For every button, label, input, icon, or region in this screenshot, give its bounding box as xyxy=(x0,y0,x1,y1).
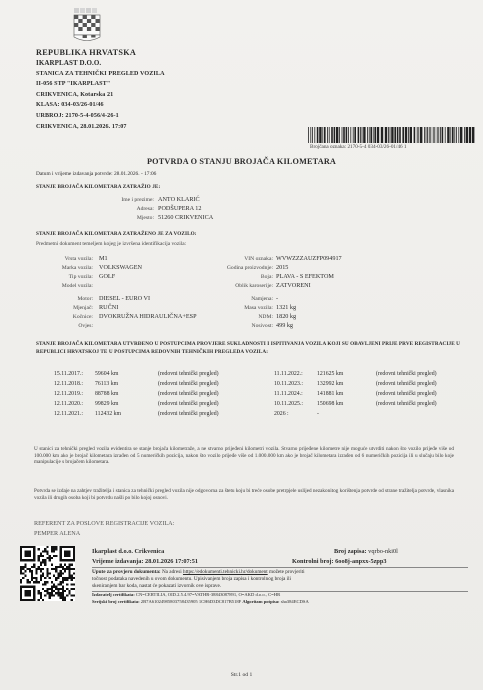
serial-label: Serijski broj certifikata: xyxy=(92,599,140,604)
vehicle-suspension-label: Ovjes: xyxy=(78,323,93,329)
control-no-label: Kontrolni broj: xyxy=(292,558,334,565)
control-no-value: 6oo8j-anpxx-5zpp3 xyxy=(335,558,387,565)
page-number: Str.1 od 1 xyxy=(230,672,253,678)
station-id: II-056 STP "IKARPLAST" xyxy=(36,81,111,88)
mileage-km: 141881 km xyxy=(317,391,344,397)
mileage-type: (redovni tehnički pregled) xyxy=(158,371,219,377)
body-label: Oblik karoserije: xyxy=(235,283,273,289)
mileage-type: (redovni tehnički pregled) xyxy=(158,391,219,397)
mileage-km: 132992 km xyxy=(317,381,344,387)
mileage-km: 88788 km xyxy=(95,391,119,397)
body-value: ZATVORENI xyxy=(276,282,311,289)
document-title: POTVRDA O STANJU BROJAČA KILOMETARA xyxy=(146,157,337,166)
company-name: IKARPLAST D.O.O. xyxy=(36,59,102,67)
requester-heading: STANJE BROJAČA KILOMETARA ZATRAŽIO JE: xyxy=(36,184,161,190)
referent-label: REFERENT ZA POSLOVE REGISTRACIJE VOZILA: xyxy=(34,520,175,527)
requester-city: 51260 CRIKVENICA xyxy=(158,214,214,221)
mileage-date: 10.11.2025.: xyxy=(274,401,303,407)
liability-notice: Potvrda se izdaje na zahtjev tražitelja i stanica za tehnički pregled vozila nije odgovorna za štetu koju bi treće osobe pretrpjele uslijed nezakonitog korištenja potvrde od strane tražitelja potvrde, vlasnika vozila ili drugih osoba koji bi potvrdu našli po bilo kojoj osnovi. xyxy=(34,488,454,501)
vehicle-model-type: GOLF xyxy=(99,273,116,280)
vin-label: VIN oznaka: xyxy=(244,256,273,262)
requester-address-label: Adresa: xyxy=(136,206,154,212)
cert-value: CN=CERTILIA, OID.2.5.4.97=VATHR-38843087891, O=AKD d.o.o., C=HR xyxy=(135,592,281,597)
mass-label: Masa vozila: xyxy=(244,305,273,311)
vehicle-engine-label: Motor: xyxy=(77,296,93,302)
mileage-type: (redovni tehnički pregled) xyxy=(158,381,219,387)
vehicle-type-label: Vrsta vozila: xyxy=(64,256,93,262)
country-name: REPUBLIKA HRVATSKA xyxy=(36,48,137,57)
requester-name: ANTO KLARIĆ xyxy=(158,196,200,203)
issue-datetime: Datum i vrijeme izdavanja potvrde: 28.01.2026. - 17:06 xyxy=(36,171,157,177)
verify-text-end: možete provjeriti xyxy=(268,569,305,575)
place-date: CRIKVENICA, 28.01.2026. 17:07 xyxy=(36,123,127,130)
vin-value: WVWZZZAUZFP094917 xyxy=(276,255,342,262)
footer-divider xyxy=(92,567,468,568)
mileage-date: 12.11.2020.: xyxy=(54,401,83,407)
vehicle-model-label: Model vozila: xyxy=(61,283,93,289)
year-label: Godina proizvodnje: xyxy=(226,265,273,271)
color-value: PLAVA - S EFEKTOM xyxy=(276,273,334,280)
vehicle-make: VOLKSWAGEN xyxy=(99,264,142,271)
mileage-date: 12.11.2021.: xyxy=(54,411,83,417)
purpose-value: - xyxy=(276,295,279,302)
mileage-type: (redovni tehnički pregled) xyxy=(158,401,219,407)
mileage-heading: STANJE BROJAČA KILOMETARA UTVRĐENO U POSTUPCIMA PROVJERE SUKLADNOSTI I ISPITIVANJA VOZILA KOJI SU OBAVLJENI PRIJE PRVE REGISTRACIJE U REPUBLICI HRVATSKOJ TE U POSTUPCIMA REDOVNIH TEHNIČKIH PREGLEDA VOZILA: xyxy=(36,341,460,355)
payload-value: 499 kg xyxy=(276,322,294,329)
vehicle-gearbox-label: Mjenjač: xyxy=(73,305,93,311)
vehicle-type: M1 xyxy=(99,255,108,262)
verify-text: Na adresi xyxy=(161,569,182,575)
issued-value: 28.01.2026 17:07:51 xyxy=(145,558,199,565)
serial-value: 2B7A61024985803758435905 1CH6D3DC817B518F xyxy=(140,599,242,604)
cert-label: Izdavatelj certifikata: xyxy=(92,592,135,597)
record-no-label: Broj zapisa: xyxy=(334,548,367,555)
mileage-type: (redovni tehnički pregled) xyxy=(158,411,219,417)
mileage-km: 112432 km xyxy=(95,411,122,417)
requester-city-label: Mjesto: xyxy=(136,215,154,221)
vehicle-engine: DIESEL - EURO VI xyxy=(99,295,151,302)
verify-link[interactable]: https://edokumenti.tehnicki.hr/dokument xyxy=(182,569,268,575)
color-label: Boja: xyxy=(260,274,273,280)
urbroj: URBROJ: 2170-5-4-056/4-26-1 xyxy=(36,112,119,119)
algo-value: sha384ECDSA xyxy=(280,599,309,604)
vehicle-gearbox: RUČNI xyxy=(99,304,119,311)
verify-line-3: skeniranjem bar koda, nastat će pokazati izvornik ove isprave. xyxy=(92,583,222,589)
vehicle-brakes: DVOKRUŽNA HIDRAULIČNA+ESP xyxy=(99,313,197,320)
algo-label: Algoritam potpisa: xyxy=(242,599,280,604)
document-barcode xyxy=(308,127,476,143)
requester-name-label: Ime i prezime: xyxy=(121,197,154,203)
mileage-date: 15.11.2017.: xyxy=(54,371,83,377)
vehicle-model-type-label: Tip vozila: xyxy=(68,274,93,280)
mileage-date: 12.11.2019.: xyxy=(54,391,83,397)
mileage-km: 76113 km xyxy=(95,381,119,387)
station-type: STANICA ZA TEHNIČKI PREGLED VOZILA xyxy=(36,70,165,77)
vehicle-intro: Predmetni dokument temeljem kojeg je izvršena identifikacija vozila: xyxy=(36,241,187,247)
mass-value: 1321 kg xyxy=(276,304,297,311)
mileage-type: (redovni tehnički pregled) xyxy=(376,371,437,377)
mileage-date: 11.11.2022.: xyxy=(274,371,303,377)
ndm-label: NDM: xyxy=(258,314,273,320)
requester-address: PODŠUPERA 12 xyxy=(158,205,202,212)
station-address: CRIKVENICA, Kotarska 21 xyxy=(36,91,114,98)
mileage-km: 99829 km xyxy=(95,401,119,407)
barcode-caption: Brojčana oznaka: 2170-5-4 034-03/26-01/46 1 xyxy=(310,144,407,150)
purpose-label: Namjena: xyxy=(251,296,273,302)
mileage-km: 121625 km xyxy=(317,371,344,377)
ndm-value: 1820 kg xyxy=(276,313,297,320)
mileage-date: 12.11.2018.: xyxy=(54,381,83,387)
mileage-notice: U stanici za tehnički pregled vozila evidentira se stanje brojača kilometraže, a ne stvarno prijeđeni kilometri vozila. Stvarno prijeđene kilometre nije moguće utvrditi nakon što vozilo prijeđe više od 100.000 km ako je brojač kilometara izrađen od 5 numeričkih pozicija, nakon što vozilo prijeđe više od 1.000.000 km ako je brojač kilometara izrađen od 6 numeričkih pozicija ili u slučaju bilo koje manipulacije s brojačem kilometara. xyxy=(34,446,454,466)
record-no-value: vqrbo-nki0l xyxy=(368,548,398,555)
mileage-date: 2026 : xyxy=(274,411,289,417)
mileage-type: (redovni tehnički pregled) xyxy=(376,391,437,397)
croatian-coat-of-arms-icon xyxy=(72,8,102,44)
vehicle-heading: STANJE BROJAČA KILOMETARA ZATRAŽENO JE ZA VOZILO: xyxy=(36,231,197,237)
footer-org: Ikarplast d.o.o. Crikvenica xyxy=(92,548,165,555)
mileage-date: 10.11.2023.: xyxy=(274,381,303,387)
year-value: 2015 xyxy=(276,264,289,271)
mileage-km: 59604 km xyxy=(95,371,119,377)
klasa: KLASA: 034-03/26-01/46 xyxy=(36,102,104,109)
mileage-km: - xyxy=(317,411,319,417)
verify-label: Upute za provjeru dokumenta: xyxy=(92,569,161,575)
vehicle-make-label: Marka vozila: xyxy=(61,265,93,271)
mileage-type: (redovni tehnički pregled) xyxy=(376,401,437,407)
issuer-header xyxy=(36,48,165,132)
verify-line-2: točnost podataka navedenih u ovom dokumentu. Upisivanjem broja zapisa i kontrolnog broja ili xyxy=(92,576,291,582)
vehicle-brakes-label: Kočnice: xyxy=(72,314,93,320)
mileage-type: (redovni tehnički pregled) xyxy=(376,381,437,387)
issued-label: Vrijeme izdavanja: xyxy=(92,558,144,565)
mileage-km: 150698 km xyxy=(317,401,344,407)
mileage-date: 11.11.2024.: xyxy=(274,391,303,397)
referent-name: PEMPER ALENA xyxy=(34,530,81,537)
payload-label: Nosivost: xyxy=(251,323,273,329)
verification-qr-code[interactable] xyxy=(20,546,75,601)
